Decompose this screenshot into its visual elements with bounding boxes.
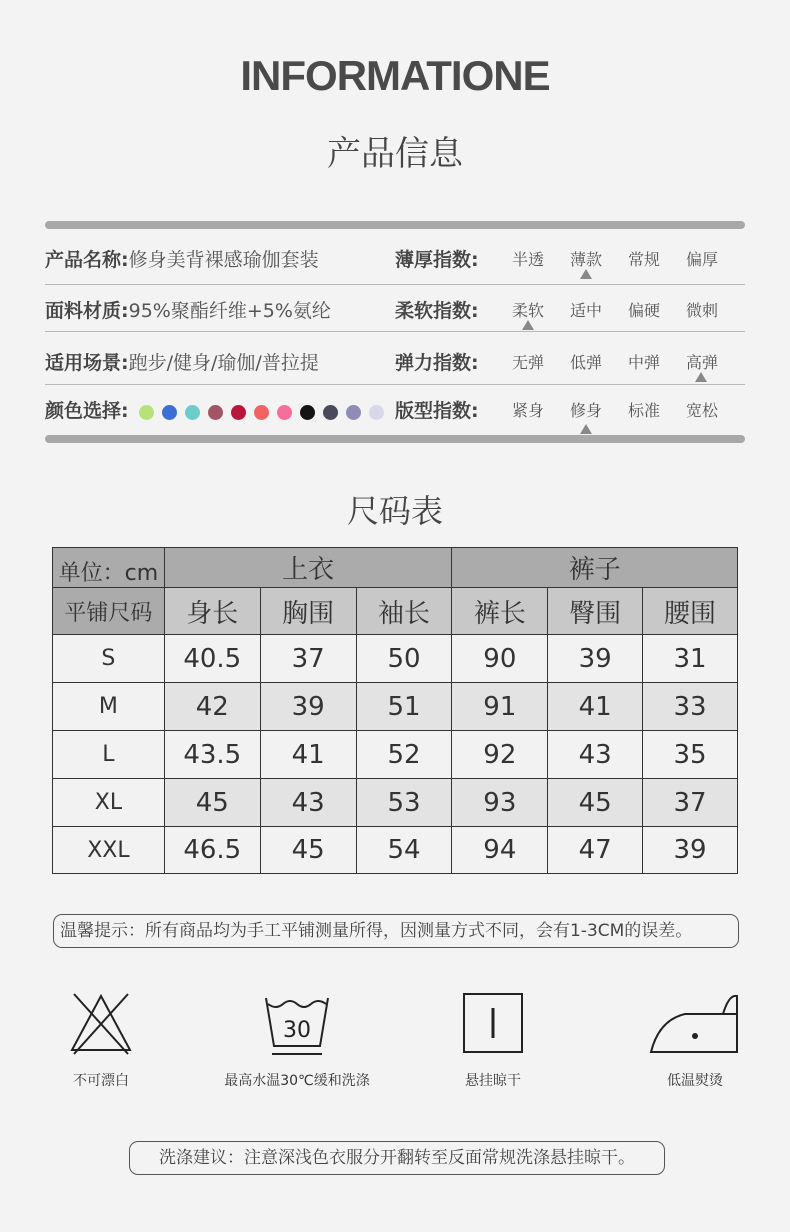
- size-cell: L: [53, 731, 165, 779]
- value-cell: 35: [643, 731, 738, 779]
- value-cell: 54: [356, 827, 452, 874]
- table-row: [53, 731, 738, 779]
- color-swatch: [208, 405, 223, 420]
- value-cell: 33: [643, 683, 738, 731]
- value-cell: 45: [164, 779, 260, 827]
- info-row-color: [45, 386, 745, 436]
- fit-option: 紧身: [511, 401, 544, 420]
- size-cell: S: [53, 635, 165, 683]
- fit-label: 版型指数:: [395, 400, 479, 422]
- column-header: 身长: [164, 588, 260, 635]
- fabric-material: 面料材质:95%聚酯纤维+5%氨纶: [45, 300, 331, 322]
- elasticity-option: 无弹: [511, 353, 544, 372]
- selected-marker-icon: [580, 269, 592, 279]
- info-row-fabric: [45, 286, 745, 336]
- elasticity-label: 弹力指数:: [395, 352, 479, 374]
- value-cell: 42: [164, 683, 260, 731]
- color-choice: 颜色选择:: [45, 400, 129, 422]
- softness-option: 柔软: [511, 301, 544, 320]
- size-cell: XL: [53, 779, 165, 827]
- wash-30-icon: [262, 990, 332, 1060]
- color-swatch: [139, 405, 154, 420]
- value-cell: 92: [452, 731, 548, 779]
- column-header: 袖长: [356, 588, 452, 635]
- no-bleach-icon: [66, 990, 136, 1060]
- size-column-header: 平铺尺码: [53, 588, 165, 635]
- bottom-group-header: 裤子: [452, 548, 738, 588]
- value-cell: 39: [260, 683, 356, 731]
- value-cell: 50: [356, 635, 452, 683]
- thickness-label: 薄厚指数:: [395, 249, 479, 271]
- care-no-bleach: [11, 990, 191, 1090]
- color-swatch: [323, 405, 338, 420]
- size-table: [52, 547, 738, 874]
- column-header: 腰围: [643, 588, 738, 635]
- fit-option: 修身: [569, 401, 602, 420]
- value-cell: 51: [356, 683, 452, 731]
- column-header: 裤长: [452, 588, 548, 635]
- selected-marker-icon: [522, 320, 534, 330]
- softness-label: 柔软指数:: [395, 300, 479, 322]
- top-divider-bar: [45, 221, 745, 229]
- color-swatch: [162, 405, 177, 420]
- wash-advice: 洗涤建议：注意深浅色衣服分开翻转至反面常规洗涤悬挂晾干。: [129, 1141, 665, 1175]
- color-swatch: [277, 405, 292, 420]
- care-low-iron: [605, 990, 785, 1090]
- elasticity-option: 中弹: [627, 353, 660, 372]
- size-cell: M: [53, 683, 165, 731]
- care-label: 低温熨烫: [667, 1073, 723, 1089]
- thickness-option: 偏厚: [685, 250, 718, 269]
- care-label: 最高水温30℃缓和洗涤: [224, 1073, 370, 1089]
- care-label: 不可漂白: [73, 1073, 129, 1089]
- thickness-option: 半透: [511, 250, 544, 269]
- unit-label: 单位：cm: [53, 548, 165, 588]
- elasticity-option: 低弹: [569, 353, 602, 372]
- usage-scene: 适用场景:跑步/健身/瑜伽/普拉提: [45, 352, 319, 374]
- title-chinese: 产品信息: [327, 134, 463, 174]
- fit-option: 宽松: [685, 401, 718, 420]
- value-cell: 52: [356, 731, 452, 779]
- value-cell: 43: [260, 779, 356, 827]
- thickness-option: 常规: [627, 250, 660, 269]
- softness-option: 偏硬: [627, 301, 660, 320]
- thickness-option: 薄款: [569, 250, 602, 269]
- color-swatch: [369, 405, 384, 420]
- value-cell: 91: [452, 683, 548, 731]
- value-cell: 39: [643, 827, 738, 874]
- size-cell: XXL: [53, 827, 165, 874]
- fit-option: 标准: [627, 401, 660, 420]
- value-cell: 94: [452, 827, 548, 874]
- value-cell: 47: [548, 827, 643, 874]
- color-swatch: [300, 405, 315, 420]
- value-cell: 41: [260, 731, 356, 779]
- info-row-scene: [45, 338, 745, 388]
- value-cell: 43.5: [164, 731, 260, 779]
- value-cell: 53: [356, 779, 452, 827]
- value-cell: 45: [548, 779, 643, 827]
- value-cell: 90: [452, 635, 548, 683]
- color-swatch: [185, 405, 200, 420]
- column-header: 臀围: [548, 588, 643, 635]
- color-swatches: [139, 405, 384, 420]
- table-row: [53, 827, 738, 874]
- color-swatch: [254, 405, 269, 420]
- row-divider: [45, 331, 745, 332]
- value-cell: 41: [548, 683, 643, 731]
- color-swatch: [346, 405, 361, 420]
- value-cell: 46.5: [164, 827, 260, 874]
- table-row: [53, 779, 738, 827]
- bottom-divider-bar: [45, 435, 745, 443]
- top-group-header: 上衣: [164, 548, 452, 588]
- value-cell: 39: [548, 635, 643, 683]
- row-divider: [45, 384, 745, 385]
- column-header: 胸围: [260, 588, 356, 635]
- care-label: 悬挂晾干: [465, 1073, 521, 1089]
- selected-marker-icon: [695, 372, 707, 382]
- title-english: INFORMATIONE: [240, 52, 550, 99]
- row-divider: [45, 284, 745, 285]
- softness-option: 适中: [569, 301, 602, 320]
- wash-temp-text: 30: [283, 1018, 311, 1043]
- value-cell: 45: [260, 827, 356, 874]
- selected-marker-icon: [580, 424, 592, 434]
- elasticity-option: 高弹: [685, 353, 718, 372]
- value-cell: 31: [643, 635, 738, 683]
- color-swatch: [231, 405, 246, 420]
- value-cell: 93: [452, 779, 548, 827]
- table-row: [53, 635, 738, 683]
- value-cell: 43: [548, 731, 643, 779]
- care-hang-dry: [403, 990, 583, 1090]
- hang-dry-icon: [458, 990, 528, 1060]
- value-cell: 40.5: [164, 635, 260, 683]
- info-row-name: [45, 235, 745, 285]
- softness-option: 微刺: [685, 301, 718, 320]
- measurement-note: 温馨提示：所有商品均为手工平铺测量所得，因测量方式不同，会有1-3CM的误差。: [53, 914, 739, 948]
- value-cell: 37: [643, 779, 738, 827]
- care-wash-30: [207, 990, 387, 1090]
- value-cell: 37: [260, 635, 356, 683]
- table-row: [53, 683, 738, 731]
- product-name: 产品名称:修身美背裸感瑜伽套装: [45, 249, 319, 271]
- size-chart-title: 尺码表: [346, 492, 443, 530]
- low-iron-icon: [645, 990, 745, 1060]
